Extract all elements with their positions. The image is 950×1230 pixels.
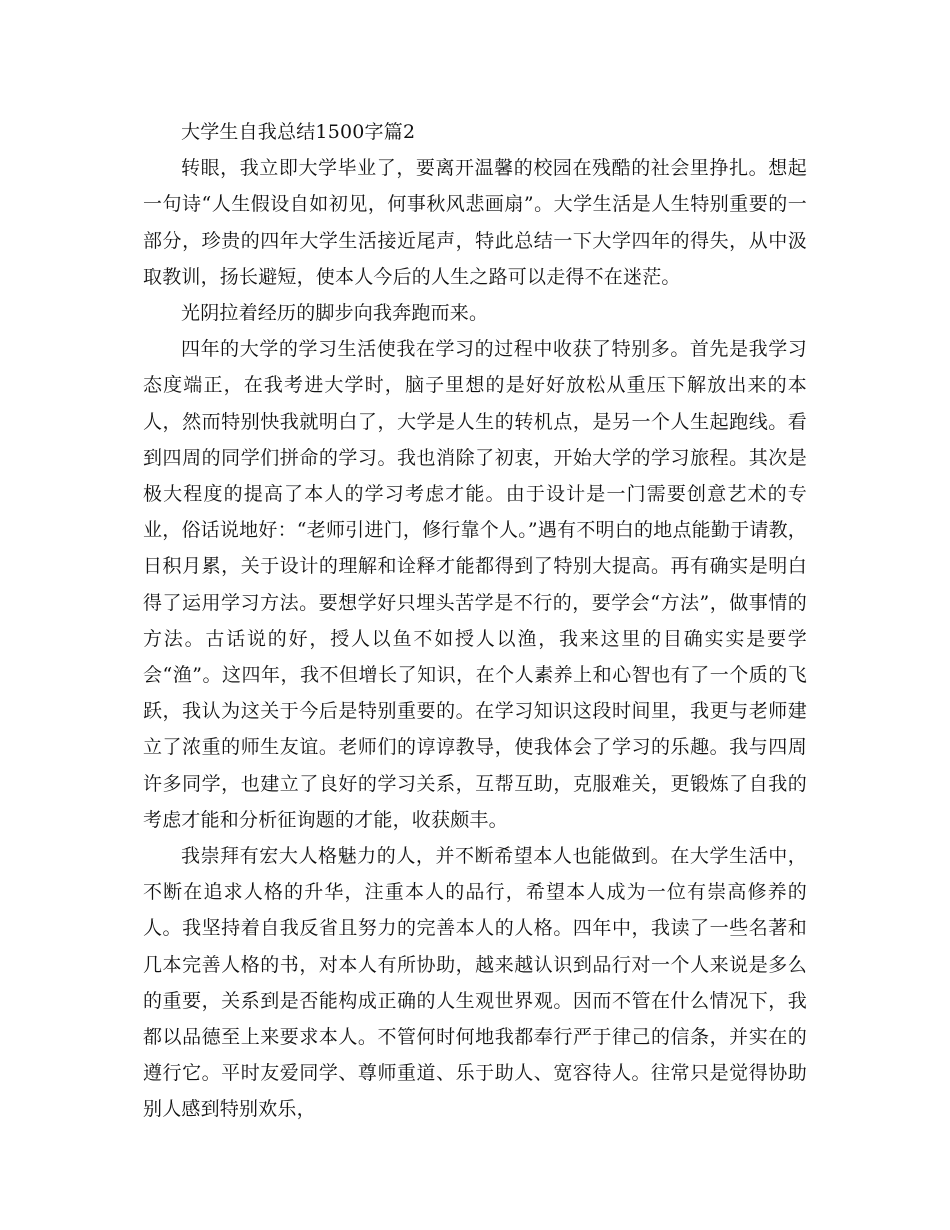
document-title: 大学生自我总结1500字篇2 <box>181 121 416 143</box>
paragraph-time: 光阴拉着经历的脚步向我奔跑而来。 <box>181 302 489 325</box>
paragraph-intro: 转眼，我立即大学毕业了，要离开温馨的校园在残酷的社会里挣扎。想起一句诗“人生假设自如初见，何事秋风悲画扇”。大学生活是人生特别重要的一部分，珍贵的四年大学生活接近尾声，特此总结一下大学四年的得失，从中汲取教训，扬长避短，使本人今后的人生之路可以走得不在迷茫。 <box>143 157 807 288</box>
paragraph-study: 四年的大学的学习生活使我在学习的过程中收获了特别多。首先是我学习态度端正，在我考进大学时，脑子里想的是好好放松从重压下解放出来的本人，然而特别快我就明白了，大学是人生的转机点，是另一个人生起跑线。看到四周的同学们拼命的学习。我也消除了初衷，开始大学的学习旅程。其次是极大程度的提高了本人的学习考虑才能。由于设计是一门需要创意艺术的专业，俗话说地好：“老师引进门，修行靠个人。”遇有不明白的地点能勤于请教，日积月累，关于设计的理解和诠释才能都得到了特别大提高。再有确实是明白得了运用学习方法。要想学好只埋头苦学是不行的，要学会“方法”，做事情的方法。古话说的好，授人以鱼不如授人以渔，我来这里的目确实实是要学会“渔”。这四年，我不但增长了知识，在个人素养上和心智也有了一个质的飞跃，我认为这关于今后是特别重要的。在学习知识这段时间里，我更与老师建立了浓重的师生友谊。老师们的谆谆教导，使我体会了学习的乐趣。我与四周许多同学，也建立了良好的学习关系，互帮互助，克服难关，更锻炼了自我的考虑才能和分析征询题的才能，收获颇丰。 <box>143 338 807 831</box>
paragraph-character: 我崇拜有宏大人格魅力的人，并不断希望本人也能做到。在大学生活中，不断在追求人格的升华，注重本人的品行，希望本人成为一位有崇高修养的人。我坚持着自我反省且努力的完善本人的人格。四年中，我读了一些名著和几本完善人格的书，对本人有所协助，越来越认识到品行对一个人来说是多么的重要，关系到是否能构成正确的人生观世界观。因而不管在什么情况下，我都以品德至上来要求本人。不管何时何地我都奉行严于律己的信条，并实在的遵行它。平时友爱同学、尊师重道、乐于助人、宽容待人。往常只是觉得协助别人感到特别欢乐， <box>143 845 807 1121</box>
document-body <box>143 114 807 1128</box>
